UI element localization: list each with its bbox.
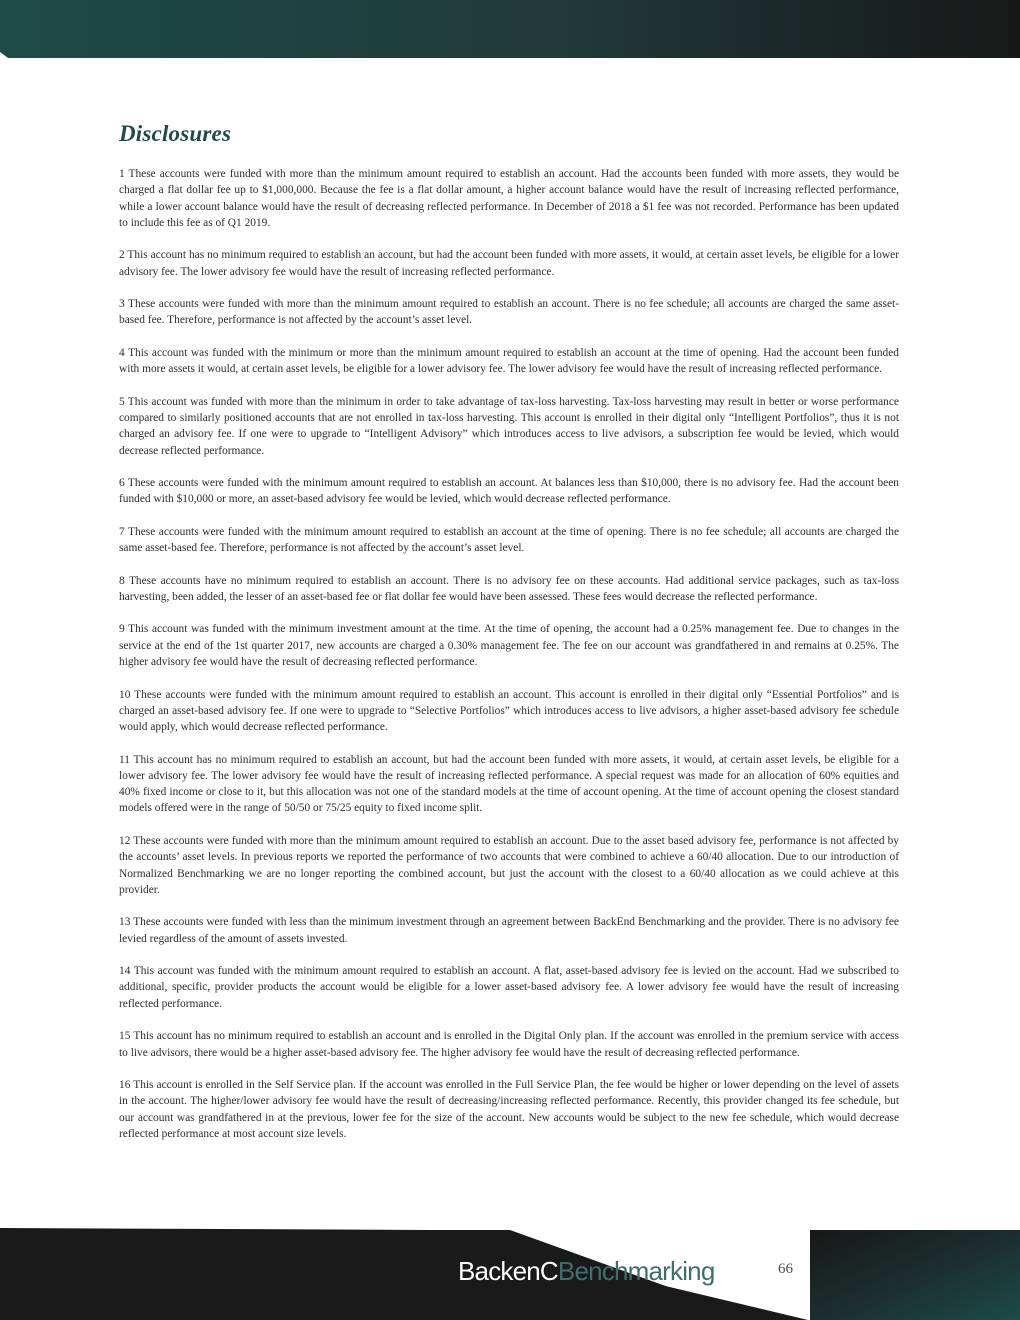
disclosure-note-13: 13 These accounts were funded with less than the minimum investment through an agreement between BackEnd Benchmarking and the provider. There is no advisory fee levied regardless of the amount of assets invested. bbox=[119, 916, 899, 945]
disclosure-note-16: 16 This account is enrolled in the Self Service plan. If the account was enrolled in the Full Service Plan, the fee would be higher or lower depending on the level of assets in the account. The higher/lower advisory fee would have the result of decreasing/increasing reflected performance. Recently, this provider changed its fee schedule, but our account was grandfathered in at the previous, lower fee for the size of the account. New accounts would be subject to the new fee schedule, which would decrease reflected performance at most account size levels. bbox=[119, 1078, 899, 1140]
disclosure-note-7: 7 These accounts were funded with the minimum amount required to establish an account at the time of opening. There is no fee schedule; all accounts are charged the same asset-based fee. Therefore, performance is not affected by the account’s asset level. bbox=[119, 525, 899, 555]
disclosure-note-10: 10 These accounts were funded with the minimum amount required to establish an account. This account is enrolled in their digital only “Essential Portfolios” and is charged an asset-based advisory fee. If one were to upgrade to “Selective Portfolios” which introduces access to live advisors, a higher asset-based advisory fee schedule would apply, which would decrease reflected performance. bbox=[119, 688, 899, 734]
disclosure-note-6: 6 These accounts were funded with the minimum amount required to establish an account. At balances less than $10,000, there is no advisory fee. Had the account been funded with $10,000 or more, an asset-based advisory fee would be levied, which would decrease reflected performance. bbox=[119, 477, 899, 506]
disclosure-note-4: 4 This account was funded with the minimum or more than the minimum amount required to establish an account at the time of opening. Had the account been funded with more assets it would, at certain asset levels, be eligible for a lower advisory fee. The lower advisory fee would have the result of increasing reflected performance. bbox=[119, 346, 899, 376]
disclosure-note-1: 1 These accounts were funded with more than the minimum amount required to establish an account. Had the accounts been funded with more assets, they would be charged a flat dollar fee up to $1,000,000. Because the fee is a flat dollar amount, a higher account balance would have the result of increasing reflected performance, while a lower account balance would have the result of decreasing reflected performance. In December of 2018 a $1 fee was not recorded. Performance has been updated to include this fee as of Q1 2019. bbox=[119, 168, 899, 229]
disclosure-note-15: 15 This account has no minimum required to establish an account and is enrolled in the Digital Only plan. If the account was enrolled in the premium service with access to live advisors, there would be a higher asset-based advisory fee. The higher advisory fee would have the result of decreasing reflected performance. bbox=[119, 1030, 899, 1059]
header-banner bbox=[0, 0, 1020, 60]
disclosure-note-5: 5 This account was funded with more than the minimum in order to take advantage of tax-loss harvesting. Tax-loss harvesting may result in better or worse performance compared to similarly positioned accounts that are not enrolled in tax-loss harvesting. This account is enrolled in their digital only “Intelligent Portfolios”, thus it is not charged an advisory fee. If one were to upgrade to “Intelligent Advisory” which introduces access to live advisors, a subscription fee would be levied, which would decrease reflected performance. bbox=[119, 395, 899, 457]
backend-benchmarking-logo bbox=[458, 1256, 715, 1287]
disclosure-note-2: 2 This account has no minimum required to establish an account, but had the account been funded with more assets, it would, at certain asset levels, be eligible for a lower advisory fee. The lower advisory fee would have the result of increasing reflected performance. bbox=[119, 249, 899, 278]
logo-text-benchmarking: Benchmarking bbox=[557, 1256, 715, 1286]
disclosure-note-12: 12 These accounts were funded with more than the minimum amount required to establish an account. Due to the asset based advisory fee, performance is not affected by the accounts’ asset levels. In previous reports we reported the performance of two accounts that were combined to achieve a 60/40 allocation. Due to our introduction of Normalized Benchmarking we are no longer reporting the combined account, but just the account with the closest to a 60/40 allocation as we could achieve at this provider. bbox=[119, 834, 899, 896]
disclosure-note-8: 8 These accounts have no minimum required to establish an account. There is no advisory fee on these accounts. Had additional service packages, such as tax-loss harvesting, been added, the lesser of an asset-based fee or flat dollar fee would have been assessed. These fees would decrease the reflected performance. bbox=[119, 574, 899, 603]
disclosure-list bbox=[119, 166, 899, 1158]
disclosure-note-14: 14 This account was funded with the minimum amount required to establish an account. A flat, asset-based advisory fee is levied on the account. Had we subscribed to additional, specific, provider products the account would be eligible for a lower asset-based advisory fee. A lower advisory fee would have the result of increasing reflected performance. bbox=[119, 965, 899, 1010]
disclosure-note-11: 11 This account has no minimum required to establish an account, but had the account been funded with more assets, it would, at certain asset levels, be eligible for a lower advisory fee. The lower advisory fee would have the result of increasing reflected performance. A special request was made for an allocation of 60% equities and 40% fixed income or close to it, but this allocation was not one of the standard models at the time of account opening. At the time of account opening the closest standard models offered were in the range of 50/50 or 75/25 equity to fixed income split. bbox=[119, 753, 899, 815]
page-title: Disclosures bbox=[119, 121, 232, 146]
page-number: 66 bbox=[778, 1261, 793, 1277]
disclosure-note-9: 9 This account was funded with the minimum investment amount at the time. At the time of opening, the account had a 0.25% management fee. Due to changes in the service at the end of the 1st quarter 2017, new accounts are charged a 0.30% management fee. The fee on our account was grandfathered in and remains at 0.25%. The higher advisory fee would have the result of decreasing reflected performance. bbox=[119, 623, 899, 669]
logo-text-backend: BackenC bbox=[458, 1256, 558, 1286]
disclosure-note-3: 3 These accounts were funded with more than the minimum amount required to establish an account. There is no fee schedule; all accounts are charged the same asset-based fee. Therefore, performance is not affected by the account’s asset level. bbox=[119, 298, 899, 327]
